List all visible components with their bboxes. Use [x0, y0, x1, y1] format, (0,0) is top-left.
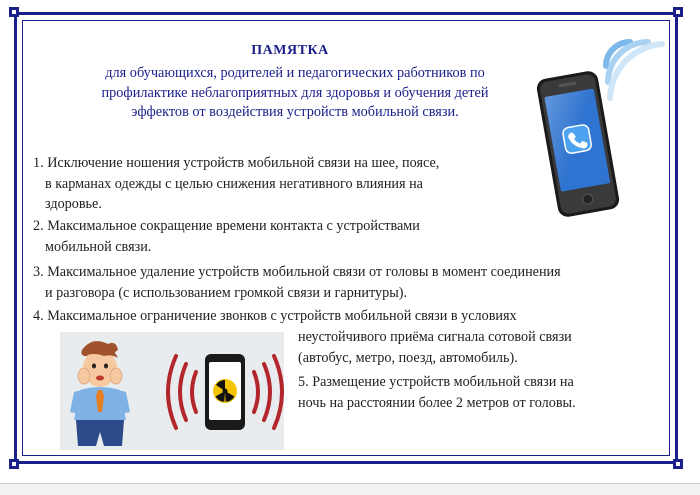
- list-item-line: 1. Исключение ношения устройств мобильной связи на шее, поясе,: [33, 155, 440, 171]
- memo-title: ПАМЯТКА: [251, 43, 329, 58]
- list-item-line: 2. Максимальное сокращение времени контакта с устройствами: [33, 218, 420, 234]
- list-item: [33, 153, 439, 215]
- list-item-line: 3. Максимальное удаление устройств мобильной связи от головы в момент соединения: [33, 264, 561, 280]
- boy-figure: [70, 341, 130, 446]
- list-item-line: в карманах одежды с целью снижения негативного влияния на: [45, 175, 423, 192]
- list-item-continuation: [298, 327, 572, 368]
- list-item-line: мобильной связи.: [45, 238, 152, 255]
- list-item: [33, 306, 517, 327]
- memo-subtitle: [45, 64, 545, 123]
- boy-with-radiating-phone-illustration: [60, 332, 284, 450]
- list-item: [33, 262, 561, 303]
- list-item: [298, 372, 576, 413]
- list-item: [33, 216, 420, 257]
- list-item-line: ночь на расстоянии более 2 метров от головы.: [298, 394, 576, 411]
- subtitle-line: эффектов от воздействия устройств мобильной связи.: [131, 104, 459, 120]
- frame-corner: [673, 459, 683, 469]
- list-item-line: (автобус, метро, поезд, автомобиль).: [298, 349, 518, 366]
- boy-illustration: [60, 332, 284, 450]
- subtitle-line: профилактике неблагоприятных для здоровья и обучения детей: [101, 84, 489, 101]
- list-item-line: здоровье.: [45, 196, 102, 212]
- bottom-strip: [0, 483, 700, 495]
- frame-corner: [673, 7, 683, 17]
- mobile-phone-icon: [535, 70, 621, 218]
- subtitle-line: для обучающихся, родителей и педагогических работников по: [105, 65, 485, 81]
- list-item-line: 4. Максимальное ограничение звонков с устройств мобильной связи в условиях: [33, 308, 517, 324]
- frame-corner: [9, 7, 19, 17]
- list-item-line: и разговора (с использованием громкой связи и гарнитуры).: [45, 284, 408, 301]
- list-item-line: 5. Размещение устройств мобильной связи на: [298, 374, 574, 390]
- frame-corner: [9, 459, 19, 469]
- list-item-line: неустойчивого приёма сигнала сотовой связи: [298, 329, 572, 345]
- radiating-phone: [168, 354, 282, 430]
